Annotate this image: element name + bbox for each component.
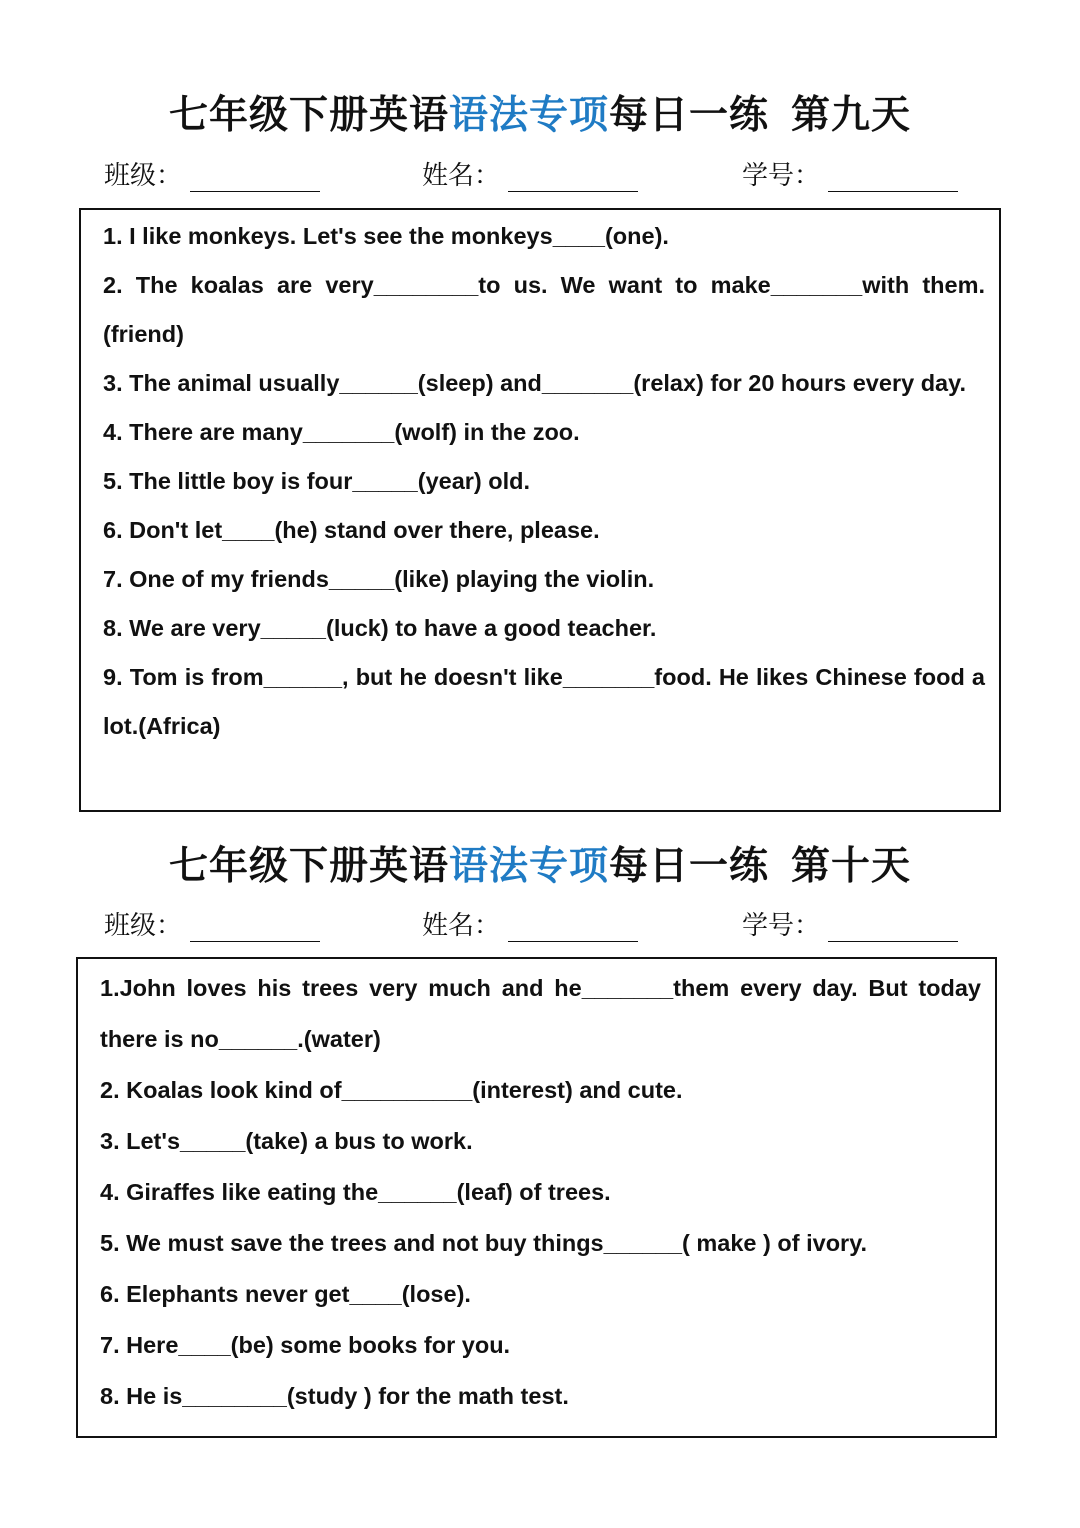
title-highlight: 语法专项	[448, 844, 609, 889]
student-number-field[interactable]: 学号：	[742, 905, 958, 942]
class-blank[interactable]	[190, 915, 320, 942]
question-item: 8. We are very_____(luck) to have a good teacher.	[103, 615, 657, 641]
question-item: 5. The little boy is four_____(year) old.	[103, 468, 531, 494]
question-item: 6. Don't let____(he) stand over there, please.	[103, 517, 600, 543]
question-item: 7. Here____(be) some books for you.	[100, 1332, 511, 1358]
class-field[interactable]: 班级：	[104, 905, 320, 942]
class-field[interactable]: 班级：	[104, 155, 320, 192]
question-item: 6. Elephants never get____(lose).	[100, 1281, 471, 1307]
title-highlight: 语法专项	[448, 93, 609, 138]
question-list	[103, 212, 985, 751]
name-field[interactable]: 姓名：	[422, 905, 638, 942]
question-list	[100, 963, 981, 1422]
question-item: 9. Tom is from______, but he doesn't like_______food. He likes Chinese food a lot.(Africa)	[103, 664, 985, 739]
question-item: 2. Koalas look kind of__________(interest) and cute.	[100, 1077, 683, 1103]
number-blank[interactable]	[828, 165, 958, 192]
name-blank[interactable]	[508, 165, 638, 192]
question-item: 2. The koalas are very________to us. We want to make_______with them.(friend)	[103, 272, 985, 347]
worksheet-title-day10: 七年级下册英语语法专项每日一练 第十天	[168, 844, 912, 889]
class-blank[interactable]	[190, 165, 320, 192]
exercise-box-day9	[79, 208, 1001, 812]
question-item: 8. He is________(study ) for the math test.	[100, 1383, 569, 1409]
title-day: 第十天	[791, 844, 912, 889]
question-item: 1. I like monkeys. Let's see the monkeys____(one).	[103, 223, 669, 249]
student-info-row	[0, 155, 1080, 195]
number-blank[interactable]	[828, 915, 958, 942]
exercise-box-day10	[76, 957, 997, 1438]
question-item: 1.John loves his trees very much and he_______them every day. But today there is no______.(water)	[100, 975, 981, 1052]
question-item: 5. We must save the trees and not buy things______( make ) of ivory.	[100, 1230, 868, 1256]
student-number-field[interactable]: 学号：	[742, 155, 958, 192]
question-item: 7. One of my friends_____(like) playing the violin.	[103, 566, 655, 592]
question-item: 3. Let's_____(take) a bus to work.	[100, 1128, 473, 1154]
name-blank[interactable]	[508, 915, 638, 942]
question-item: 3. The animal usually______(sleep) and_______(relax) for 20 hours every day.	[103, 370, 966, 396]
student-info-row	[0, 905, 1080, 945]
title-day: 第九天	[791, 93, 912, 138]
question-item: 4. Giraffes like eating the______(leaf) of trees.	[100, 1179, 611, 1205]
name-field[interactable]: 姓名：	[422, 155, 638, 192]
question-item: 4. There are many_______(wolf) in the zoo.	[103, 419, 580, 445]
worksheet-title-day9: 七年级下册英语语法专项每日一练 第九天	[168, 93, 912, 138]
